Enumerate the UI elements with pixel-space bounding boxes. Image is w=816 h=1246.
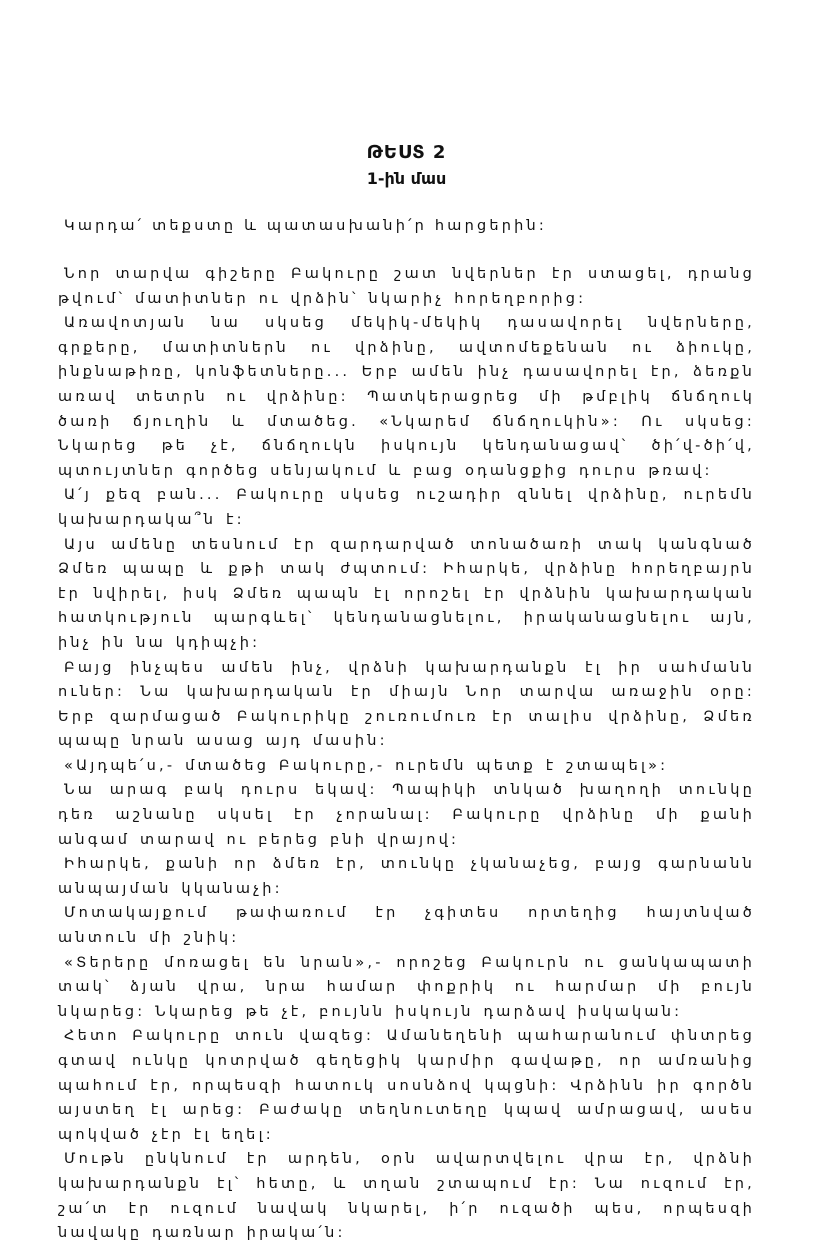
- paragraph-6: «Այդպե՛ս,- մտածեց Բակուրը,- ուրեմն պետք է շտապել»:: [64, 757, 669, 774]
- paragraph-1: Նոր տարվա գիշերը Բակուրը շատ նվերներ էր ստացել, դրանց թվում՝ մատիտներ ու վրձին՝ նկարիչ հորեղբորից:: [58, 266, 755, 307]
- paragraph-3: Ա՛յ քեզ բան... Բակուրը սկսեց ուշադիր զննել վրձինը, ուրեմն կախարդակա՞ն է:: [58, 487, 755, 528]
- story-text: [58, 262, 755, 1246]
- paragraph-7: Նա արագ բակ դուրս եկավ: Պապիկի տնկած խաղողի տունկը դեռ աշնանը սկսել էր չորանալ: Բակուրը վրձինը մի քանի անգամ տարավ ու բերեց բնի վրայով:: [58, 782, 755, 848]
- document-page: [58, 140, 755, 1246]
- paragraph-8: Իհարկե, քանի որ ձմեռ էր, տունկը չկանաչեց, բայց գարնանն անպայման կկանաչի:: [58, 856, 755, 897]
- paragraph-4: Այս ամենը տեսնում էր զարդարված տոնածառի տակ կանգնած Ձմեռ պապը և քթի տակ ժպտում: Իհարկե, վրձինը հորեղբայրն էր նվիրել, իսկ Ձմեռ պապն էլ որոշել էր վրձնին կախարդական հատկություն պարգևել՝ կենդանացնելու, իրականացնելու այն, ինչ ին նա կդիպչի:: [58, 536, 755, 651]
- paragraph-10: «Տերերը մոռացել են նրան»,- որոշեց Բակուրն ու ցանկապատի տակ՝ ձյան վրա, նրա համար փոքրիկ ու հարմար մի բույն նկարեց: Նկարեց թե չէ, բույնն իսկույն դարձավ իսկական:: [58, 954, 755, 1020]
- paragraph-11: Հետո Բակուրը տուն վազեց: Ամանեղենի պահարանում փնտրեց գտավ ունկը կոտրված գեղեցիկ կարմիր գավաթը, որ ամռանից պահում էր, որպեսզի հատուկ սոսնձով կպցնի: Վրձինն իր գործն այստեղ էլ արեց: Բաժակը տեղնուտեղը կպավ ամրացավ, ասես պոկված չէր էլ եղել:: [58, 1028, 755, 1143]
- part-subtitle: 1-ին մաս: [366, 169, 447, 188]
- instruction-text: Կարդա՛ տեքստը և պատասխանի՛ր հարցերին:: [64, 218, 548, 234]
- paragraph-9: Մոտակայքում թափառում էր չգիտես որտեղից հայտնված անտուն մի շնիկ:: [58, 905, 755, 947]
- paragraph-2: Առավոտյան նա սկսեց մեկիկ-մեկիկ դասավորել նվերները, գրքերը, մատիտներն ու վրձինը, ավտոմեքենան ու ձիուկը, ինքնաթիռը, կոնֆետները... Երբ ամեն ինչ դասավորել էր, ձեռքն առավ տետրն ու վրձինը: Պատկերացրեց մի թմբլիկ ճնճղուկ ծառի ճյուղին և մտածեց. «Նկարեմ ճնճղուկին»: Ու սկսեց: Նկարեց թե չէ, ճնճղուկն իսկույն կենդանացավ՝ ծի՛վ-ծի՛վ, պտույտներ գործեց սենյակում և բաց օդանցքից դուրս թռավ:: [58, 315, 755, 479]
- title-block: [58, 140, 755, 192]
- paragraph-5: Բայց ինչպես ամեն ինչ, վրձնի կախարդանքն էլ իր սահմանն ուներ: Նա կախարդական էր միայն Նոր տարվա առաջին օրը: Երբ զարմացած Բակուրիկը շուռումուռ էր տալիս վրձինը, Ձմեռ պապը նրան ասաց այդ մասին:: [58, 659, 755, 750]
- test-title: ԹԵՍՏ 2: [366, 142, 447, 163]
- paragraph-12: Մութն ընկնում էր արդեն, օրն ավարտվելու վրա էր, վրձնի կախարդանքն էլ՝ հետը, և տղան շտապում էր: Նա ուզում էր, շա՛տ էր ուզում նավակ նկարել, ի՛ր ուզածի պես, որպեսզի նավակը դառնար իրակա՛ն:: [58, 1151, 755, 1242]
